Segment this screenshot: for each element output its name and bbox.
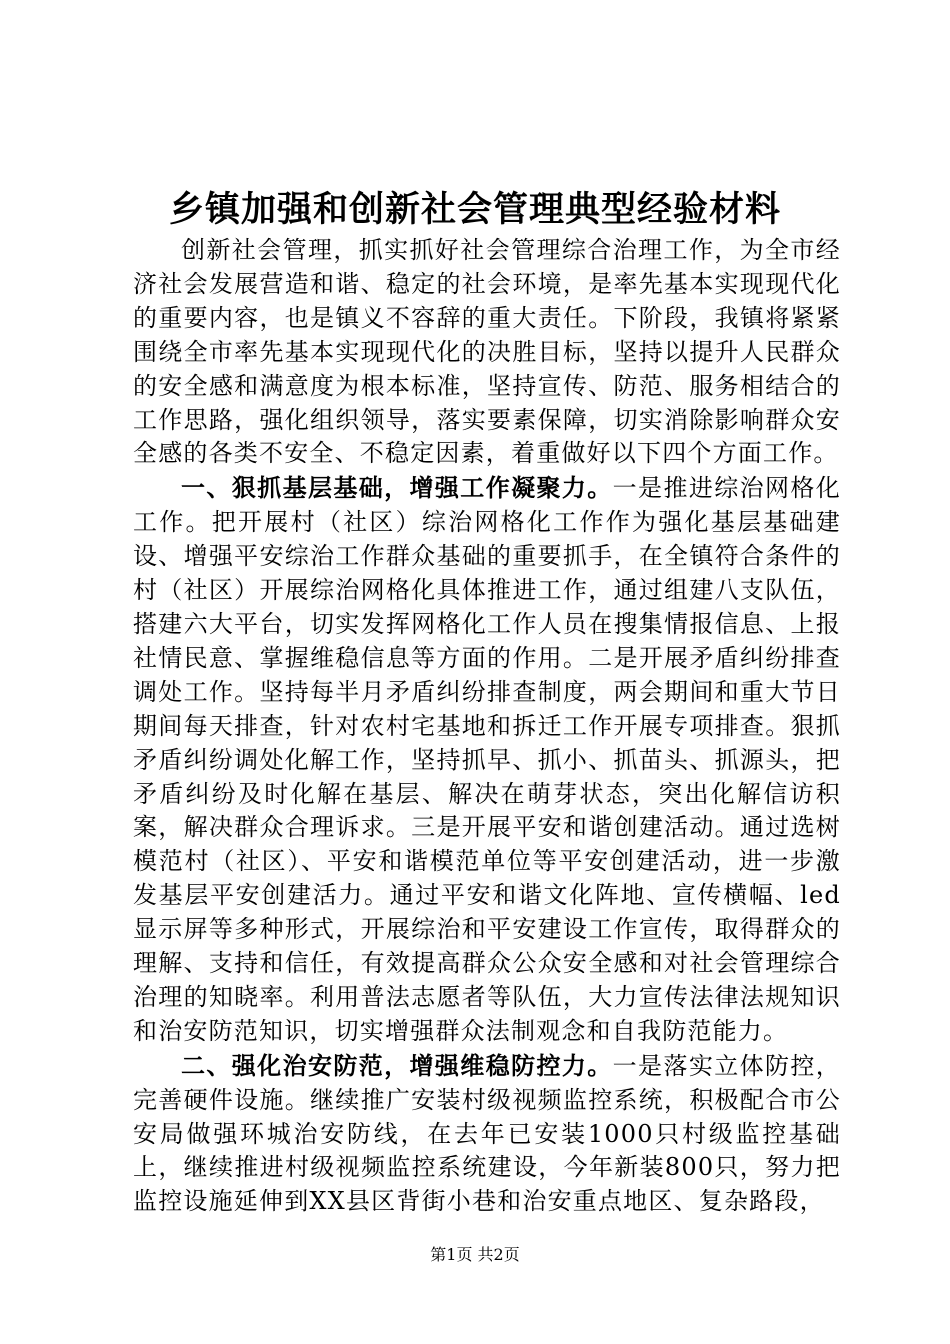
- paragraph-text: 创新社会管理，抓实抓好社会管理综合治理工作，为全市经济社会发展营造和谐、稳定的社会环境，是率先基本实现现代化的重要内容，也是镇义不容辞的重大责任。下阶段，我镇将紧紧围绕全市率先基本实现现代化的决胜目标，坚持以提升人民群众的安全感和满意度为根本标准，坚持宣传、防范、服务相结合的工作思路，强化组织领导，落实要素保障，切实消除影响群众安全感的各类不安全、不稳定因素，着重做好以下四个方面工作。: [133, 236, 841, 468]
- paragraph-intro: [133, 233, 841, 471]
- page-footer: 第1页 共2页: [430, 1245, 520, 1264]
- document-body: [133, 233, 841, 1219]
- paragraph-section-2: [133, 1049, 841, 1220]
- paragraph-heading: 一、狠抓基层基础，增强工作凝聚力。: [181, 473, 613, 503]
- paragraph-section-1: [133, 471, 841, 1048]
- page-title: 乡镇加强和创新社会管理典型经验材料: [168, 189, 781, 230]
- paragraph-text: 一是推进综治网格化工作。把开展村（社区）综治网格化工作作为强化基层基础建设、增强平安综治工作群众基础的重要抓手，在全镇符合条件的村（社区）开展综治网格化具体推进工作，通过组建八支队伍，搭建六大平台，切实发挥网格化工作人员在搜集情报信息、上报社情民意、掌握维稳信息等方面的作用。二是开展矛盾纠纷排查调处工作。坚持每半月矛盾纠纷排查制度，两会期间和重大节日期间每天排查，针对农村宅基地和拆迁工作开展专项排查。狠抓矛盾纠纷调处化解工作，坚持抓早、抓小、抓苗头、抓源头，把矛盾纠纷及时化解在基层、解决在萌芽状态，突出化解信访积案，解决群众合理诉求。三是开展平安和谐创建活动。通过选树模范村（社区）、平安和谐模范单位等平安创建活动，进一步激发基层平安创建活力。通过平安和谐文化阵地、宣传横幅、led显示屏等多种形式，开展综治和平安建设工作宣传，取得群众的理解、支持和信任，有效提高群众公众安全感和对社会管理综合治理的知晓率。利用普法志愿者等队伍，大力宣传法律法规知识和治安防范知识，切实增强群众法制观念和自我防范能力。: [133, 474, 841, 1045]
- paragraph-heading: 二、强化治安防范，增强维稳防控力。: [181, 1050, 613, 1080]
- paragraph-text: 一是落实立体防控，完善硬件设施。继续推广安装村级视频监控系统，积极配合市公安局做强环城治安防线，在去年已安装1000只村级监控基础上，继续推进村级视频监控系统建设，今年新装800只，努力把监控设施延伸到XX县区背街小巷和治安重点地区、复杂路段，: [133, 1051, 841, 1216]
